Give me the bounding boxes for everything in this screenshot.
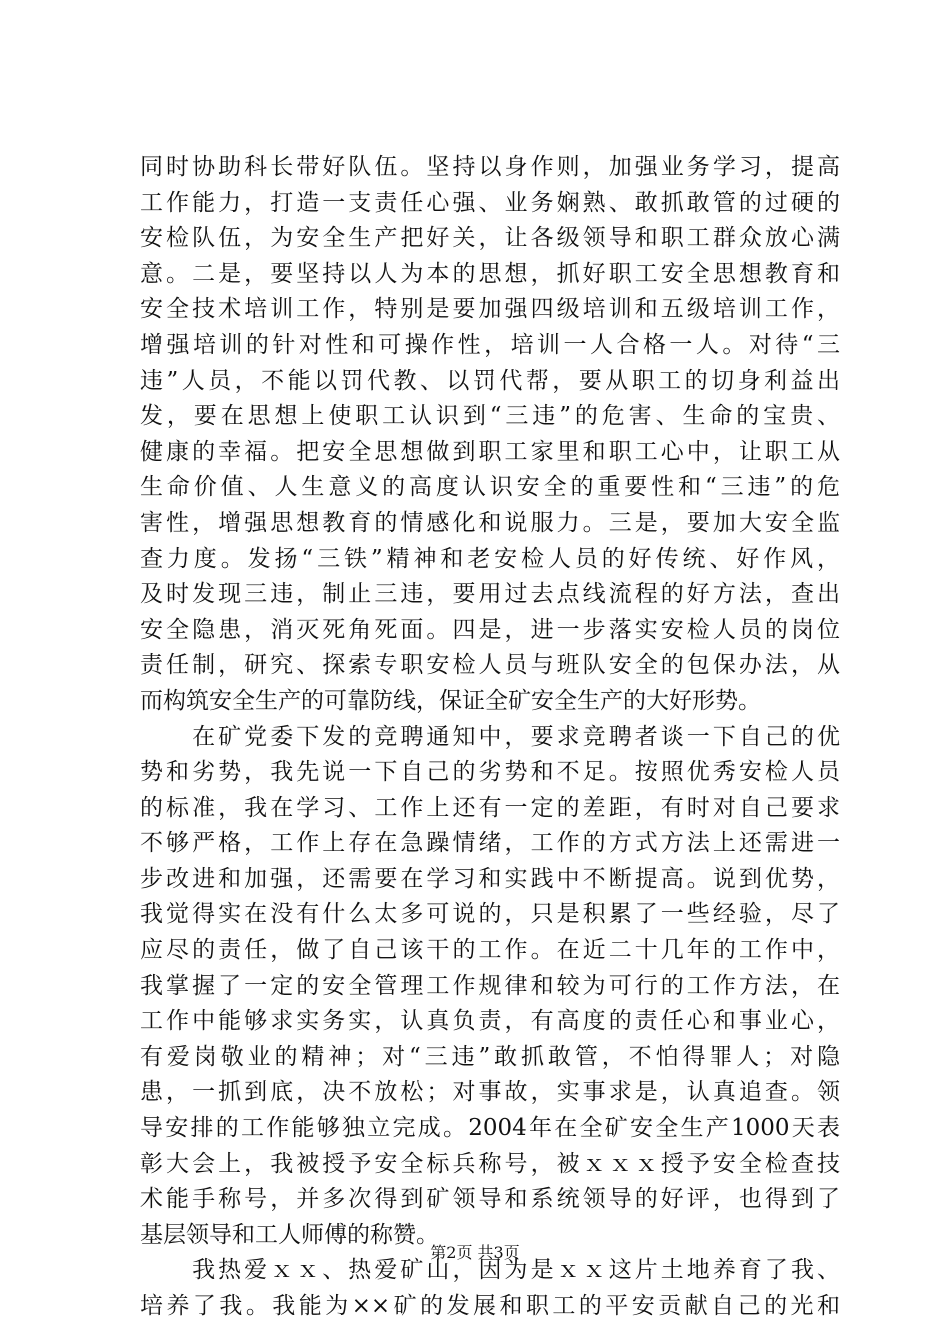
text-line: 发，要在思想上使职工认识到“三违”的危害、生命的宝贵、 xyxy=(140,403,840,430)
text-line: 增强培训的针对性和可操作性，培训一人合格一人。对待“三 xyxy=(140,331,840,358)
text-line: 势和劣势，我先说一下自己的劣势和不足。按照优秀安检人员 xyxy=(140,759,840,786)
text-line: 的标准，我在学习、工作上还有一定的差距，有时对自己要求 xyxy=(140,794,840,821)
page-footer: 第2页 共3页 xyxy=(430,1243,520,1262)
text-line: 术能手称号，并多次得到矿领导和系统领导的好评，也得到了 xyxy=(140,1186,840,1213)
text-line: 步改进和加强，还需要在学习和实践中不断提高。说到优势， xyxy=(140,865,840,892)
text-line: 生命价值、人生意义的高度认识安全的重要性和“三违”的危 xyxy=(140,474,840,501)
text-line: 安全隐患，消灭死角死面。四是，进一步落实安检人员的岗位 xyxy=(140,616,840,643)
text-line: 及时发现三违，制止三违，要用过去点线流程的好方法，查出 xyxy=(140,581,840,608)
text-line: 健康的幸福。把安全思想做到职工家里和职工心中，让职工从 xyxy=(140,438,840,465)
text-line: 违”人员，不能以罚代教、以罚代帮，要从职工的切身利益出 xyxy=(140,367,840,394)
text-line: 基层领导和工人师傅的称赞。 xyxy=(140,1221,439,1248)
text-line: 责任制，研究、探索专职安检人员与班队安全的包保办法，从 xyxy=(140,652,840,679)
text-line: 我热爱ｘｘ、热爱矿山，因为是ｘｘ这片土地养育了我、 xyxy=(140,1257,840,1284)
text-line: 而构筑安全生产的可靠防线，保证全矿安全生产的大好形势。 xyxy=(140,687,761,714)
text-line: 意。二是，要坚持以人为本的思想，抓好职工安全思想教育和 xyxy=(140,260,840,287)
text-line: 患，一抓到底，决不放松；对事故，实事求是，认真追查。领 xyxy=(140,1079,840,1106)
text-line: 同时协助科长带好队伍。坚持以身作则，加强业务学习，提高 xyxy=(140,154,840,180)
text-line: 安全技术培训工作，特别是要加强四级培训和五级培训工作， xyxy=(140,296,840,323)
text-line: 查力度。发扬“三铁”精神和老安检人员的好传统、好作风， xyxy=(140,545,840,572)
text-line: 工作中能够求实务实，认真负责，有高度的责任心和事业心， xyxy=(140,1008,840,1035)
text-line: 我掌握了一定的安全管理工作规律和较为可行的工作方法，在 xyxy=(140,972,840,999)
text-line: 安检队伍，为安全生产把好关，让各级领导和职工群众放心满 xyxy=(140,225,840,252)
text-line: 工作能力，打造一支责任心强、业务娴熟、敢抓敢管的过硬的 xyxy=(140,189,840,216)
text-line: 我觉得实在没有什么太多可说的，只是积累了一些经验，尽了 xyxy=(140,901,840,928)
text-line: 彰大会上，我被授予安全标兵称号，被ｘｘｘ授予安全检查技 xyxy=(140,1150,840,1177)
text-line: 在矿党委下发的竞聘通知中，要求竞聘者谈一下自己的优 xyxy=(140,723,840,750)
text-line: 应尽的责任，做了自己该干的工作。在近二十几年的工作中， xyxy=(140,937,840,964)
text-line: 导安排的工作能够独立完成。2004年在全矿安全生产1000天表 xyxy=(140,1115,840,1142)
body-text xyxy=(140,150,840,1325)
text-line: 有爱岗敬业的精神；对“三违”敢抓敢管，不怕得罪人；对隐 xyxy=(140,1043,840,1070)
text-line: 害性，增强思想教育的情感化和说服力。三是，要加大安全监 xyxy=(140,509,840,536)
text-line: 培养了我。我能为××矿的发展和职工的平安贡献自己的光和 xyxy=(140,1293,840,1319)
text-line: 不够严格，工作上存在急躁情绪，工作的方式方法上还需进一 xyxy=(140,830,840,857)
